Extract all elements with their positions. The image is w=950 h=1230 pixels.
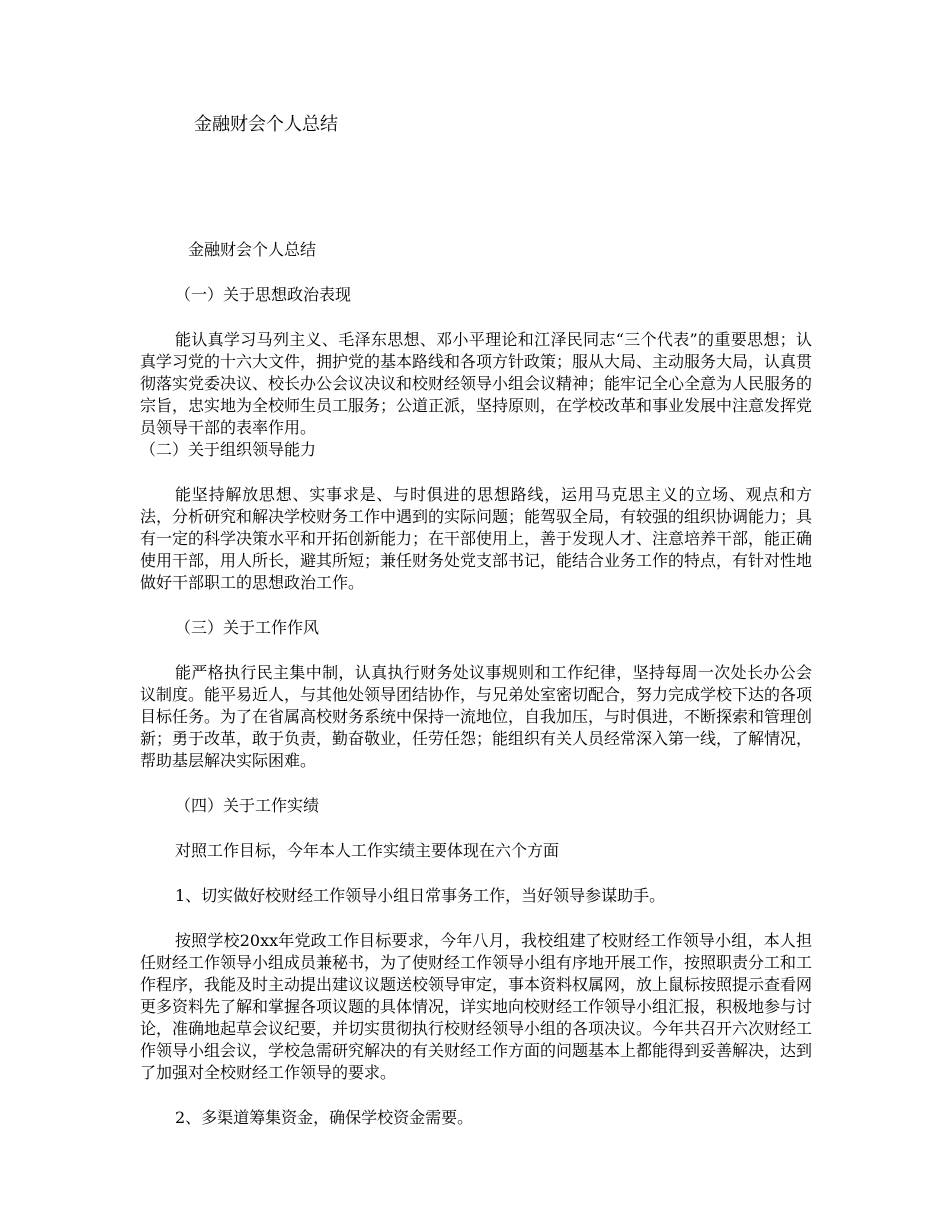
document-title: 金融财会个人总结	[194, 114, 338, 135]
section-1-paragraph: 能认真学习马列主义、毛泽东思想、邓小平理论和江泽民同志“三个代表”的重要思想；认真学习党的十六大文件，拥护党的基本路线和各项方针政策；服从大局、主动服务大局，认真贯彻落实党委决议、校长办公会议决议和校财经领导小组会议精神；能牢记全心全意为人民服务的宗旨，忠实地为全校师生员工服务；公道正派，坚持原则，在学校改革和事业发展中注意发挥党员领导干部的表率作用。	[140, 330, 813, 437]
document-body	[140, 239, 812, 1152]
section-2-paragraph: 能坚持解放思想、实事求是、与时俱进的思想路线，运用马克思主义的立场、观点和方法，分析研究和解决学校财务工作中遇到的实际问题；能驾驭全局，有较强的组织协调能力；具有一定的科学决策水平和开拓创新能力；在干部使用上，善于发现人才、注意培养干部，能正确使用干部，用人所长，避其所短；兼任财务处党支部书记，能结合业务工作的特点，有针对性地做好干部职工的思想政治工作。	[140, 485, 813, 592]
section-4-heading: （四）关于工作实绩	[175, 796, 320, 815]
section-3-heading: （三）关于工作作风	[175, 618, 320, 637]
section-4-intro: 对照工作目标，今年本人工作实绩主要体现在六个方面	[175, 841, 560, 860]
item-1-paragraph: 按照学校20xx年党政工作目标要求，今年八月，我校组建了校财经工作领导小组，本人担任财经工作领导小组成员兼秘书，为了使财经工作领导小组有序地开展工作，按照职责分工和工作程序，我能及时主动提出建议议题送校领导审定，事本资料权属网，放上鼠标按照提示查看网更多资料先了解和掌握各项议题的具体情况，详实地向校财经工作领导小组汇报，积极地参与讨论，准确地起草会议纪要，并切实贯彻执行校财经领导小组的各项决议。今年共召开六次财经工作领导小组会议，学校急需研究解决的有关财经工作方面的问题基本上都能得到妥善解决，达到了加强对全校财经工作领导的要求。	[140, 931, 813, 1082]
document-subtitle: 金融财会个人总结	[188, 240, 317, 259]
section-1-heading: （一）关于思想政治表现	[175, 285, 352, 304]
item-1-title: 1、切实做好校财经工作领导小组日常事务工作，当好领导参谋助手。	[175, 886, 666, 905]
section-3-paragraph: 能严格执行民主集中制，认真执行财务处议事规则和工作纪律，坚持每周一次处长办公会议制度。能平易近人，与其他处领导团结协作，与兄弟处室密切配合，努力完成学校下达的各项目标任务。为了在省属高校财务系统中保持一流地位，自我加压，与时俱进，不断探索和管理创新；勇于改革，敢于负责，勤奋敬业，任劳任怨；能组织有关人员经常深入第一线，了解情况，帮助基层解决实际困难。	[140, 663, 813, 770]
item-2-title: 2、多渠道筹集资金，确保学校资金需要。	[175, 1108, 474, 1127]
section-2-heading: （二）关于组织领导能力	[140, 440, 317, 459]
